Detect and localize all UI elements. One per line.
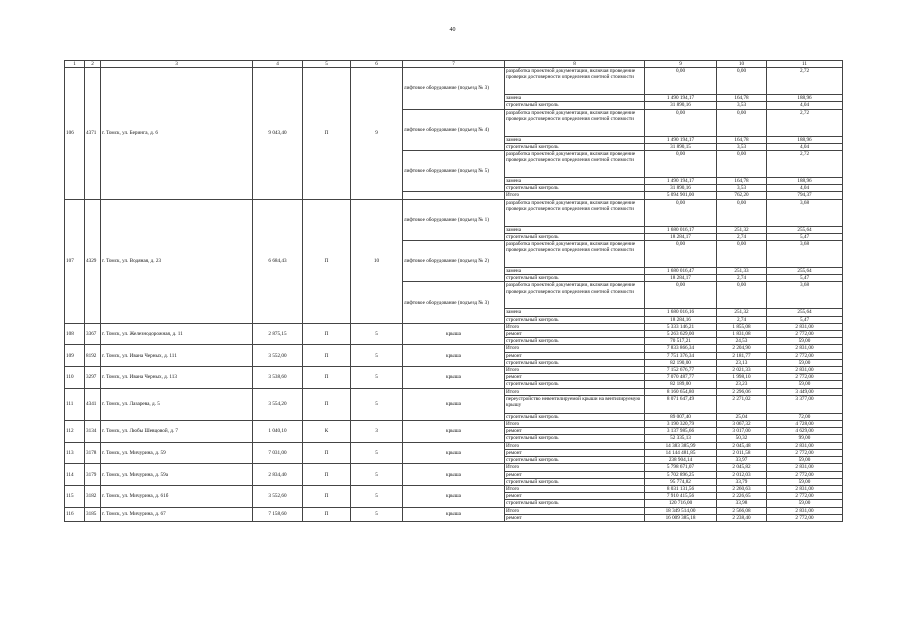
- cost-limit: 59,00: [767, 478, 843, 485]
- work-type: ремонт: [505, 331, 645, 338]
- cost-limit: 255,64: [767, 268, 843, 275]
- cost-total: 0,00: [645, 109, 717, 136]
- work-type: ремонт: [505, 449, 645, 456]
- work-type: строительный контроль: [505, 413, 645, 420]
- cost-per-sqm: 3 017,00: [717, 428, 767, 435]
- wall-material: П: [303, 367, 351, 389]
- work-type: Итого: [505, 323, 645, 330]
- work-type: Итого: [505, 421, 645, 428]
- cost-limit: 2 772,00: [767, 471, 843, 478]
- work-type: замена: [505, 226, 645, 233]
- row-number: 107: [65, 199, 85, 323]
- repair-program-table: [64, 60, 843, 522]
- work-type: строительный контроль: [505, 381, 645, 388]
- column-number: 7: [403, 61, 505, 68]
- cost-limit: 3 449,00: [767, 388, 843, 395]
- house-id: 8192: [85, 345, 101, 367]
- cost-limit: 4 629,00: [767, 428, 843, 435]
- cost-per-sqm: 1 831,08: [717, 331, 767, 338]
- cost-limit: 3,68: [767, 199, 843, 226]
- house-area: 3 552,00: [253, 345, 303, 367]
- cost-limit: 5,47: [767, 316, 843, 323]
- house-id: 4341: [85, 388, 101, 420]
- cost-total: 18 284,17: [645, 275, 717, 282]
- cost-total: 89 007,40: [645, 413, 717, 420]
- column-number: 5: [303, 61, 351, 68]
- cost-total: 1 490 194,17: [645, 178, 717, 185]
- column-number: 10: [717, 61, 767, 68]
- cost-limit: 255,64: [767, 226, 843, 233]
- floors: 5: [351, 464, 403, 486]
- cost-limit: 2 772,00: [767, 449, 843, 456]
- house-address: г. Томск, ул. Мичурина, д. 61б: [101, 485, 253, 507]
- column-number: 9: [645, 61, 717, 68]
- cost-total: 0,00: [645, 151, 717, 178]
- column-number: 2: [85, 61, 101, 68]
- cost-total: 70 517,21: [645, 338, 717, 345]
- work-type: замена: [505, 268, 645, 275]
- cost-limit: 2 831,00: [767, 464, 843, 471]
- cost-per-sqm: 164,78: [717, 136, 767, 143]
- cost-limit: 2 831,00: [767, 507, 843, 514]
- cost-total: 1 680 016,16: [645, 309, 717, 316]
- floors: 5: [351, 367, 403, 389]
- work-type: Итого: [505, 464, 645, 471]
- cost-total: 1 680 016,47: [645, 268, 717, 275]
- cost-limit: 2 772,00: [767, 352, 843, 359]
- cost-limit: 3,68: [767, 282, 843, 309]
- wall-material: П: [303, 68, 351, 199]
- table-row-total: [65, 367, 843, 374]
- work-element: крыша: [403, 507, 505, 521]
- work-element: крыша: [403, 367, 505, 389]
- cost-per-sqm: 3 067,32: [717, 421, 767, 428]
- column-numbers-row: [65, 61, 843, 68]
- house-area: 3 554,20: [253, 388, 303, 420]
- house-area: 9 043,40: [253, 68, 303, 199]
- cost-per-sqm: 0,00: [717, 241, 767, 268]
- house-address: г. Томск, ул. Железнодорожная, д. 11: [101, 323, 253, 345]
- cost-per-sqm: 24,53: [717, 338, 767, 345]
- cost-limit: 2 772,00: [767, 374, 843, 381]
- cost-limit: 5,47: [767, 233, 843, 240]
- cost-total: 95 774,82: [645, 478, 717, 485]
- cost-per-sqm: 2,74: [717, 233, 767, 240]
- work-type: разработка проектной документации, включая проведение проверки достоверности определения сметной стоимости: [505, 68, 645, 95]
- cost-total: 31 890,15: [645, 143, 717, 150]
- cost-limit: 255,64: [767, 309, 843, 316]
- cost-per-sqm: 2 045,48: [717, 442, 767, 449]
- cost-limit: 59,00: [767, 359, 843, 366]
- cost-total: 3 190 320,79: [645, 421, 717, 428]
- house-area: 6 684,43: [253, 199, 303, 323]
- work-type: строительный контроль: [505, 457, 645, 464]
- cost-per-sqm: 50,32: [717, 435, 767, 442]
- cost-total: 7 070 487,77: [645, 374, 717, 381]
- row-number: 106: [65, 68, 85, 199]
- cost-total: 52 335,13: [645, 435, 717, 442]
- table-row-total: [65, 421, 843, 428]
- work-type: разработка проектной документации, включая проведение проверки достоверности определения сметной стоимости: [505, 241, 645, 268]
- work-type: замена: [505, 178, 645, 185]
- house-id: 3179: [85, 464, 101, 486]
- row-number: 112: [65, 421, 85, 443]
- work-type: строительный контроль: [505, 185, 645, 192]
- house-address: г. Томск, ул. Беринга, д. 6: [101, 68, 253, 199]
- house-address: г. Томск, ул. Мичурина, д. 59: [101, 442, 253, 464]
- work-type: строительный контроль: [505, 233, 645, 240]
- house-id: 3185: [85, 507, 101, 521]
- house-area: 7 158,60: [253, 507, 303, 521]
- work-type: разработка проектной документации, включая проведение проверки достоверности определения сметной стоимости: [505, 109, 645, 136]
- cost-limit: 2 831,00: [767, 345, 843, 352]
- table-row-total: [65, 442, 843, 449]
- work-type: строительный контроль: [505, 143, 645, 150]
- cost-per-sqm: 251,32: [717, 226, 767, 233]
- cost-per-sqm: 33,79: [717, 478, 767, 485]
- cost-per-sqm: 2 021,33: [717, 367, 767, 374]
- cost-per-sqm: 762,20: [717, 192, 767, 199]
- row-number: 114: [65, 464, 85, 486]
- table-row-total: [65, 485, 843, 492]
- cost-total: 3 137 985,66: [645, 428, 717, 435]
- cost-limit: 2,72: [767, 68, 843, 95]
- work-type: ремонт: [505, 352, 645, 359]
- house-address: г. Томск, ул. Любы Шевцовой, д. 7: [101, 421, 253, 443]
- cost-per-sqm: 2 012,03: [717, 471, 767, 478]
- cost-total: 0,00: [645, 282, 717, 309]
- cost-total: 5 263 629,00: [645, 331, 717, 338]
- house-address: г. Томск, ул. Мичурина, д. 59а: [101, 464, 253, 486]
- work-type: строительный контроль: [505, 500, 645, 507]
- cost-total: 8 031 131,56: [645, 485, 717, 492]
- work-element: лифтовое оборудование (подъезд № 2): [403, 241, 505, 282]
- work-type: Итого: [505, 485, 645, 492]
- cost-limit: 59,00: [767, 381, 843, 388]
- work-type: ремонт: [505, 471, 645, 478]
- cost-total: 0,00: [645, 199, 717, 226]
- house-address: г. Томск, ул. Ивана Черных, д. 111: [101, 345, 253, 367]
- cost-total: 8 071 647,49: [645, 395, 717, 413]
- floors: 5: [351, 485, 403, 507]
- cost-total: 5 333 146,21: [645, 323, 717, 330]
- cost-limit: 59,00: [767, 500, 843, 507]
- cost-limit: 188,96: [767, 95, 843, 102]
- cost-per-sqm: 2,74: [717, 275, 767, 282]
- floors: 9: [351, 68, 403, 199]
- house-address: г. Томск, ул. Мичурина, д. 67: [101, 507, 253, 521]
- cost-limit: 99,00: [767, 435, 843, 442]
- work-type: ремонт: [505, 514, 645, 521]
- cost-limit: 72,00: [767, 413, 843, 420]
- work-element: крыша: [403, 421, 505, 443]
- cost-per-sqm: 2,74: [717, 316, 767, 323]
- work-element: лифтовое оборудование (подъезд № 5): [403, 151, 505, 192]
- cost-total: 18 349 514,00: [645, 507, 717, 514]
- cost-limit: 3 377,00: [767, 395, 843, 413]
- cost-total: 0,00: [645, 241, 717, 268]
- cost-total: 18 284,16: [645, 316, 717, 323]
- floors: 5: [351, 388, 403, 420]
- cost-per-sqm: 2 260,63: [717, 485, 767, 492]
- house-id: 4371: [85, 68, 101, 199]
- house-area: 1 040,10: [253, 421, 303, 443]
- house-id: 3297: [85, 367, 101, 389]
- cost-total: 1 490 194,17: [645, 95, 717, 102]
- work-type: ремонт: [505, 428, 645, 435]
- table-row-total: [65, 464, 843, 471]
- cost-total: 18 284,17: [645, 233, 717, 240]
- cost-per-sqm: 0,00: [717, 282, 767, 309]
- house-area: 2 834,40: [253, 464, 303, 486]
- cost-limit: 2 772,00: [767, 493, 843, 500]
- floors: 3: [351, 421, 403, 443]
- work-type: Итого: [505, 442, 645, 449]
- cost-per-sqm: 25,04: [717, 413, 767, 420]
- cost-limit: 2,72: [767, 109, 843, 136]
- house-id: 3178: [85, 442, 101, 464]
- wall-material: П: [303, 442, 351, 464]
- work-type: строительный контроль: [505, 359, 645, 366]
- wall-material: П: [303, 199, 351, 323]
- work-type: замена: [505, 136, 645, 143]
- table-row-total: [65, 323, 843, 330]
- wall-material: К: [303, 421, 351, 443]
- page-number: 40: [449, 27, 456, 33]
- work-type: разработка проектной документации, включая проведение проверки достоверности определения сметной стоимости: [505, 199, 645, 226]
- work-type: Итого: [505, 192, 645, 199]
- house-address: г. Томск, ул. Ивана Черных, д. 113: [101, 367, 253, 389]
- column-number: 6: [351, 61, 403, 68]
- cost-total: 0,00: [645, 68, 717, 95]
- cost-total: 82 190,00: [645, 359, 717, 366]
- cost-total: 5 094 901,00: [645, 192, 717, 199]
- work-element: лифтовое оборудование (подъезд № 1): [403, 199, 505, 240]
- cost-per-sqm: 251,32: [717, 309, 767, 316]
- table-row-total: [65, 507, 843, 514]
- house-id: 3134: [85, 421, 101, 443]
- cost-per-sqm: 0,00: [717, 199, 767, 226]
- work-element: лифтовое оборудование (подъезд № 3): [403, 282, 505, 323]
- table-row: [65, 199, 843, 226]
- wall-material: П: [303, 464, 351, 486]
- wall-material: П: [303, 323, 351, 345]
- row-number: 113: [65, 442, 85, 464]
- wall-material: П: [303, 507, 351, 521]
- cost-limit: 4 728,00: [767, 421, 843, 428]
- house-id: 3367: [85, 323, 101, 345]
- cost-total: 82 189,00: [645, 381, 717, 388]
- work-element: лифтовое оборудование (подъезд № 4): [403, 109, 505, 150]
- cost-limit: 2 831,00: [767, 442, 843, 449]
- work-element: крыша: [403, 345, 505, 367]
- cost-limit: 3,68: [767, 241, 843, 268]
- house-id: 3182: [85, 485, 101, 507]
- work-type: разработка проектной документации, включая проведение проверки достоверности определения сметной стоимости: [505, 151, 645, 178]
- cost-limit: 59,00: [767, 338, 843, 345]
- work-type: строительный контроль: [505, 435, 645, 442]
- house-address: г. Томск, ул. Водяная, д. 23: [101, 199, 253, 323]
- house-address: г. Томск, ул. Лазарева, д. 5: [101, 388, 253, 420]
- cost-per-sqm: 33,98: [717, 500, 767, 507]
- cost-per-sqm: 2 181,77: [717, 352, 767, 359]
- cost-per-sqm: 2 011,58: [717, 449, 767, 456]
- wall-material: П: [303, 345, 351, 367]
- cost-total: 1 490 194,17: [645, 136, 717, 143]
- work-type: Итого: [505, 507, 645, 514]
- cost-total: 7 910 415,56: [645, 493, 717, 500]
- row-number: 109: [65, 345, 85, 367]
- work-element: крыша: [403, 464, 505, 486]
- column-number: 8: [505, 61, 645, 68]
- cost-total: 14 144 481,85: [645, 449, 717, 456]
- cost-per-sqm: 33,97: [717, 457, 767, 464]
- cost-per-sqm: 0,00: [717, 151, 767, 178]
- cost-per-sqm: 23,23: [717, 381, 767, 388]
- house-area: 2 875,15: [253, 323, 303, 345]
- cost-per-sqm: 2 296,06: [717, 388, 767, 395]
- work-type: ремонт: [505, 374, 645, 381]
- cost-limit: 4,04: [767, 143, 843, 150]
- cost-limit: 2 772,00: [767, 514, 843, 521]
- work-type: Итого: [505, 388, 645, 395]
- work-element: крыша: [403, 388, 505, 420]
- work-type: замена: [505, 95, 645, 102]
- house-area: 3 538,60: [253, 367, 303, 389]
- cost-limit: 2 831,00: [767, 323, 843, 330]
- total-empty: [403, 192, 505, 199]
- cost-per-sqm: 2 566,08: [717, 507, 767, 514]
- work-element: крыша: [403, 485, 505, 507]
- house-id: 4329: [85, 199, 101, 323]
- cost-total: 7 751 376,34: [645, 352, 717, 359]
- cost-per-sqm: 164,78: [717, 178, 767, 185]
- cost-total: 5 798 671,07: [645, 464, 717, 471]
- cost-total: 8 160 654,80: [645, 388, 717, 395]
- wall-material: П: [303, 485, 351, 507]
- cost-total: 1 680 016,17: [645, 226, 717, 233]
- cost-limit: 4,04: [767, 102, 843, 109]
- row-number: 115: [65, 485, 85, 507]
- cost-per-sqm: 0,00: [717, 68, 767, 95]
- column-number: 11: [767, 61, 843, 68]
- cost-per-sqm: 3,53: [717, 143, 767, 150]
- row-number: 110: [65, 367, 85, 389]
- cost-limit: 188,96: [767, 178, 843, 185]
- cost-per-sqm: 3,53: [717, 185, 767, 192]
- cost-per-sqm: 251,33: [717, 268, 767, 275]
- work-type: Итого: [505, 345, 645, 352]
- work-type: строительный контроль: [505, 316, 645, 323]
- cost-limit: 2,72: [767, 151, 843, 178]
- cost-limit: 59,00: [767, 457, 843, 464]
- work-type: разработка проектной документации, включая проведение проверки достоверности определения сметной стоимости: [505, 282, 645, 309]
- work-type: строительный контроль: [505, 478, 645, 485]
- cost-total: 31 890,16: [645, 102, 717, 109]
- cost-per-sqm: 2 045,82: [717, 464, 767, 471]
- cost-per-sqm: 23,13: [717, 359, 767, 366]
- floors: 5: [351, 507, 403, 521]
- work-type: строительный контроль: [505, 338, 645, 345]
- work-element: крыша: [403, 442, 505, 464]
- cost-total: 31 890,16: [645, 185, 717, 192]
- table-row: [65, 68, 843, 95]
- work-element: крыша: [403, 323, 505, 345]
- cost-total: 14 383 385,99: [645, 442, 717, 449]
- work-type: Итого: [505, 367, 645, 374]
- work-element: лифтовое оборудование (подъезд № 3): [403, 68, 505, 109]
- table-row-total: [65, 345, 843, 352]
- column-number: 1: [65, 61, 85, 68]
- floors: 5: [351, 345, 403, 367]
- cost-per-sqm: 2 238,40: [717, 514, 767, 521]
- wall-material: П: [303, 388, 351, 420]
- cost-total: 120 716,00: [645, 500, 717, 507]
- cost-limit: 2 831,00: [767, 485, 843, 492]
- table-row-total: [65, 388, 843, 395]
- cost-total: 7 833 866,34: [645, 345, 717, 352]
- work-type: строительный контроль: [505, 275, 645, 282]
- row-number: 108: [65, 323, 85, 345]
- cost-per-sqm: 1 855,08: [717, 323, 767, 330]
- cost-per-sqm: 2 204,90: [717, 345, 767, 352]
- floors: 5: [351, 323, 403, 345]
- row-number: 116: [65, 507, 85, 521]
- floors: 5: [351, 442, 403, 464]
- cost-total: 238 904,14: [645, 457, 717, 464]
- column-number: 4: [253, 61, 303, 68]
- work-type: переустройство невентилируемой крыши на вентилируемую крышу: [505, 395, 645, 413]
- cost-limit: 2 772,00: [767, 331, 843, 338]
- column-number: 3: [101, 61, 253, 68]
- cost-per-sqm: 1 998,10: [717, 374, 767, 381]
- cost-per-sqm: 3,53: [717, 102, 767, 109]
- cost-total: 16 009 385,18: [645, 514, 717, 521]
- cost-limit: 2 831,00: [767, 367, 843, 374]
- cost-limit: 188,96: [767, 136, 843, 143]
- cost-per-sqm: 2 271,02: [717, 395, 767, 413]
- work-type: замена: [505, 309, 645, 316]
- work-type: ремонт: [505, 493, 645, 500]
- cost-total: 5 702 896,25: [645, 471, 717, 478]
- house-area: 7 031,00: [253, 442, 303, 464]
- cost-limit: 794,37: [767, 192, 843, 199]
- floors: 10: [351, 199, 403, 323]
- house-area: 3 552,60: [253, 485, 303, 507]
- cost-total: 7 152 676,77: [645, 367, 717, 374]
- cost-per-sqm: 164,78: [717, 95, 767, 102]
- cost-per-sqm: 0,00: [717, 109, 767, 136]
- row-number: 111: [65, 388, 85, 420]
- cost-limit: 5,47: [767, 275, 843, 282]
- work-type: строительный контроль: [505, 102, 645, 109]
- cost-limit: 4,04: [767, 185, 843, 192]
- cost-per-sqm: 2 226,65: [717, 493, 767, 500]
